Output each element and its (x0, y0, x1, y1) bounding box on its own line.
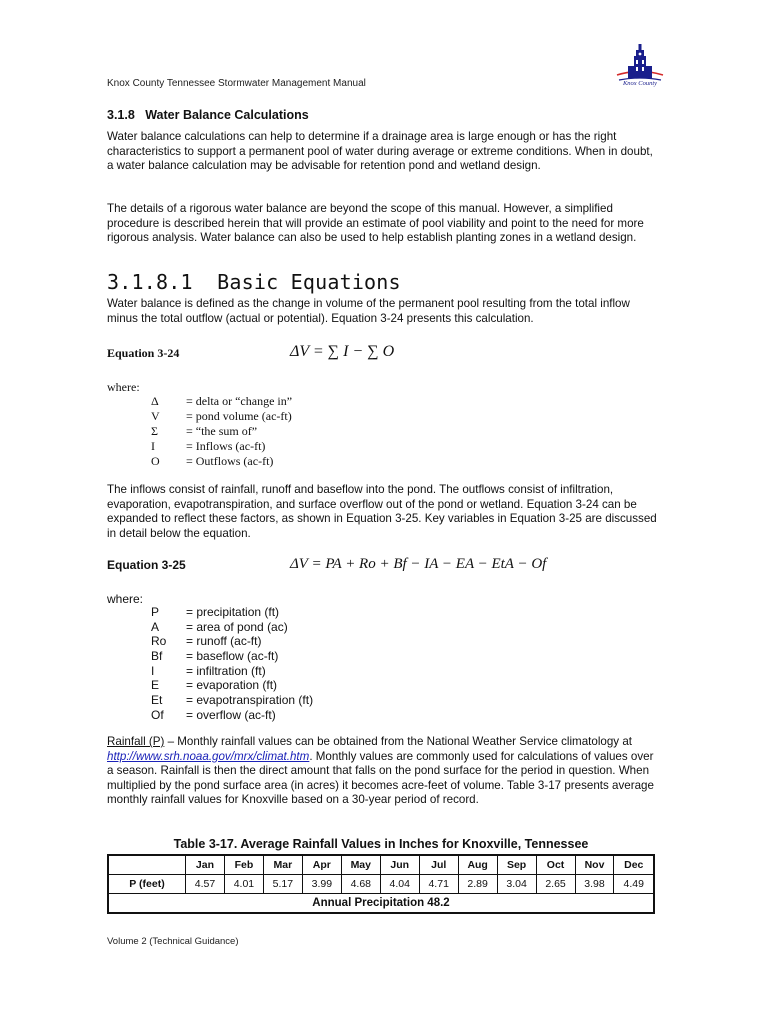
month-header: Mar (263, 855, 302, 875)
month-header: Apr (302, 855, 341, 875)
table-header-row (108, 855, 654, 875)
table-cell: 4.04 (380, 875, 419, 894)
noaa-climate-link[interactable]: http://www.srh.noaa.gov/mrx/climat.htm (107, 749, 310, 763)
table-cell: 2.65 (536, 875, 575, 894)
equation-3-25-label: Equation 3-25 (107, 558, 186, 572)
table-caption: Table 3-17. Average Rainfall Values in Inches for Knoxville, Tennessee (173, 837, 589, 851)
month-header: Feb (224, 855, 263, 875)
table-cell: 3.04 (497, 875, 536, 894)
equation-3-25-formula: ΔV = PA + Ro + Bf − IA − EA − EtA − Of (290, 556, 547, 572)
subsection-heading: 3.1.8.1 Basic Equations (107, 270, 401, 294)
document-page: Knox County Tennessee Stormwater Management Manual Knox County 3.1.8 Water Balance Calculations Water balance calculations can help to determine if a drainage area is large enough or has the right characteristics to support a permanent pool of water during average or extreme conditions. When in doubt, a water balance calculation may be advisable for retention pond and wetland design. The details of a rigorous water balance are beyond the scope of this manual. However, a simplified procedure is described herein that will provide an estimate of pool viability and point to the need for more rigorous analysis. Water balance can also be used to help establish planting zones in a wetland design. 3.1.8.1 Basic Equations Water balance is defined as the change in volume of the permanent pool resulting from the total inflow minus the total outflow (actual or potential). Equation 3-24 presents this calculation. Equation 3-24 ΔV = ∑ I − ∑ O where: Δ = delta or “change in” V = pond volume (ac-ft) Σ = “the sum of” I = Inflows (ac-ft) O = Outflows (ac-ft) The inflows consist of rainfall, runoff and baseflow into the pond. The outflows consist of infiltration, evaporation, evapotranspiration, and surface overflow out of the pond or wetland. Equation 3-24 can be expanded to reflect these factors, as shown in Equation 3-25. Key variables in Equation 3-25 are discussed in detail below the equation. Equation 3-25 ΔV = PA + Ro + Bf − IA − EA − EtA − Of where: P = precipitation (ft) A = area of pond (ac) Ro = runoff (ac-ft) Bf = baseflow (ac-ft) I = infiltration (ft) E = evaporation (ft) Et = evapotranspiration (ft) Of = overflow (ac-ft) Rainfall (P) – Monthly rainfall values can be obtained from the National Weather Service climatology at http://www.srh.noaa.gov/mrx/climat.htm. Monthly values are commonly used for calculations of values over a season. Rainfall is then the direct amount that falls on the pond surface for the period in question. When multiplied by the pond surface area (in acres) it becomes acre-feet of volume. Table 3-17 presents average monthly rainfall values for Knoxville based on a 30-year period of record. Table 3-17. Average Rainfall Values in Inches for Knoxville, Tennessee Jan Feb Mar Apr May Jun Jul Aug Sep Oct Nov Dec P (feet) 4.57 4.01 5.17 3.99 4.68 4.04 4.71 2.89 3.04 2.65 3.98 4.49 Annual Precipitation 48.2 Volume 2 (Technical Guidance) (0, 0, 768, 1024)
month-header: Aug (458, 855, 497, 875)
knox-county-logo (613, 42, 667, 92)
table-corner-cell (108, 855, 186, 875)
equation-3-24-formula: ΔV = ∑ I − ∑ O (290, 343, 395, 360)
annual-precipitation: Annual Precipitation 48.2 (108, 894, 654, 914)
row-label: P (feet) (108, 875, 186, 894)
month-header: Jul (419, 855, 458, 875)
month-header: Sep (497, 855, 536, 875)
logo-text: Knox County (622, 80, 658, 87)
equation-3-24-label: Equation 3-24 (107, 346, 180, 360)
table-row (108, 875, 654, 894)
where-label: where: (107, 380, 140, 394)
month-header: Oct (536, 855, 575, 875)
running-header: Knox County Tennessee Stormwater Management Manual (107, 78, 366, 89)
rainfall-term: Rainfall (P) (107, 735, 165, 748)
courthouse-icon (613, 42, 667, 82)
paragraph-definition: Water balance is defined as the change in volume of the permanent pool resulting from the total inflow minus the total outflow (actual or potential). Equation 3-24 presents this calculation. (107, 297, 630, 325)
table-cell: 3.98 (575, 875, 614, 894)
table-cell: 3.99 (302, 875, 341, 894)
paragraph-intro: Water balance calculations can help to determine if a drainage area is large enough or has the right characteristics to support a permanent pool of water during average or extreme conditions. When in doubt, a water balance calculation may be advisable for retention pond and wetland design. (107, 130, 653, 173)
table-cell: 2.89 (458, 875, 497, 894)
page-footer: Volume 2 (Technical Guidance) (107, 936, 239, 947)
rainfall-table (107, 854, 655, 914)
table-cell: 5.17 (263, 875, 302, 894)
table-footer-row (108, 894, 654, 914)
table-cell: 4.57 (186, 875, 225, 894)
table-cell: 4.71 (419, 875, 458, 894)
section-heading: 3.1.8 Water Balance Calculations (107, 108, 309, 122)
where-label: where: (107, 592, 144, 606)
table-cell: 4.49 (614, 875, 654, 894)
paragraph-inflows: The inflows consist of rainfall, runoff and baseflow into the pond. The outflows consist of infiltration, evaporation, evapotranspiration, and surface overflow out of the pond or wetland. Equation 3-24 can be expanded to reflect these factors, as shown in Equation 3-25. Key variables in Equation 3-25 are discussed in detail below the equation. (107, 483, 657, 540)
month-header: Jun (380, 855, 419, 875)
month-header: Jan (186, 855, 225, 875)
table-cell: 4.01 (224, 875, 263, 894)
month-header: Nov (575, 855, 614, 875)
month-header: Dec (614, 855, 654, 875)
month-header: May (341, 855, 380, 875)
paragraph-scope: The details of a rigorous water balance are beyond the scope of this manual. However, a simplified procedure is described herein that will provide an estimate of pool viability and point to the need for more rigorous analysis. Water balance can also be used to help establish planting zones in a wetland design. (107, 202, 644, 245)
table-cell: 4.68 (341, 875, 380, 894)
paragraph-rainfall: Rainfall (P) – Monthly rainfall values can be obtained from the National Weather Service climatology at http://www.srh.noaa.gov/mrx/climat.htm. Monthly values are commonly used for calculations of values over a season. Rainfall is then the direct amount that falls on the pond surface for the period in question. When multiplied by the pond surface area (in acres) it becomes acre-feet of volume. Table 3-17 presents average monthly rainfall values for Knoxville based on a 30-year period of record. (107, 735, 654, 807)
